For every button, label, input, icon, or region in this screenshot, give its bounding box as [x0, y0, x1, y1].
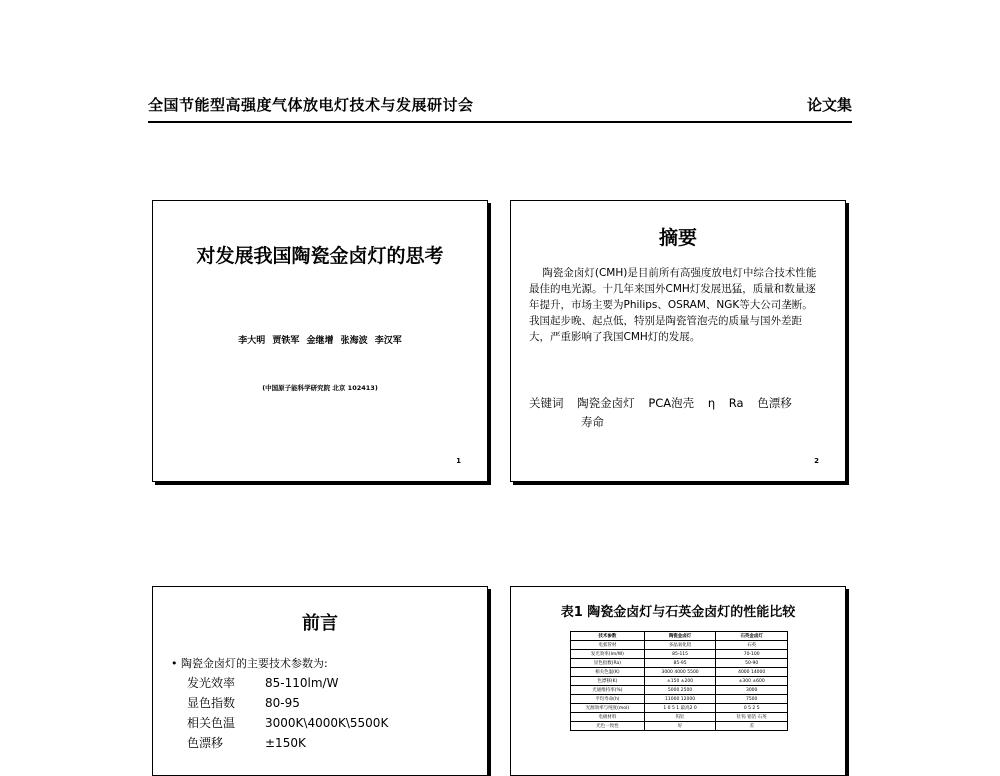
- parameter-value: ±150K: [265, 736, 306, 750]
- keyword: Ra: [728, 396, 744, 410]
- page-header: [148, 94, 852, 122]
- table-cell: 光通维持率(%): [571, 686, 645, 695]
- collection-label: 论文集: [806, 96, 852, 114]
- table-cell: 3000 4000 5500: [644, 668, 716, 677]
- keyword: 陶瓷金卤灯: [577, 396, 635, 410]
- slide-title-page: [152, 200, 488, 482]
- column-header: 陶瓷金卤灯: [644, 632, 716, 641]
- performance-comparison-table: [570, 631, 788, 731]
- abstract-heading: 摘要: [658, 227, 697, 249]
- slide-number: 1: [456, 457, 461, 465]
- table-cell: 7500: [716, 695, 788, 704]
- parameter-list: [187, 673, 388, 753]
- table-cell: 平均寿命(h): [571, 695, 645, 704]
- table-cell: 电弧管材: [571, 641, 645, 650]
- introduction-heading: 前言: [302, 613, 338, 634]
- column-header: 技术参数: [571, 632, 645, 641]
- bullet-item: • 陶瓷金卤灯的主要技术参数为:: [171, 657, 328, 670]
- keyword: 寿命: [581, 415, 604, 429]
- table-row: [571, 677, 788, 686]
- parameter-row: [187, 673, 388, 693]
- slide-comparison-table: [510, 586, 846, 776]
- abstract-body: [529, 265, 819, 345]
- parameter-label: 发光效率: [187, 676, 236, 690]
- abstract-text: 陶瓷金卤灯(CMH)是目前所有高强度放电灯中综合技术性能最佳的电光源。十几年来国外CMH灯发展迅猛，质量和数量逐年提升，市场主要为Philips、OSRAM、NGK等大公司垄断。我国起步晚、起点低，特别是陶瓷管泡壳的质量与国外差距大，严重影响了我国CMH灯的发展。: [529, 267, 817, 343]
- parameter-value: 3000K\4000K\5500K: [265, 716, 389, 730]
- column-header: 石英金卤灯: [716, 632, 788, 641]
- table-cell: 光色一致性: [571, 722, 645, 731]
- table-row: [571, 695, 788, 704]
- parameter-label: 色漂移: [187, 736, 224, 750]
- table-cell: 4000 14000: [716, 668, 788, 677]
- table-cell: ±150 ±200: [644, 677, 716, 686]
- parameter-value: 85-110lm/W: [265, 676, 339, 690]
- parameter-label: 显色指数: [187, 696, 236, 710]
- keyword: PCA泡壳: [648, 396, 695, 410]
- header-divider: [148, 121, 852, 123]
- table-cell: 50-90: [716, 659, 788, 668]
- table-row: [571, 704, 788, 713]
- table-cell: 0 5 2 5: [716, 704, 788, 713]
- parameter-label: 相关色温: [187, 716, 236, 730]
- table-row: [571, 713, 788, 722]
- table-row: [571, 650, 788, 659]
- parameter-row: [187, 713, 388, 733]
- table-cell: 相关色温(K): [571, 668, 645, 677]
- table-cell: 钍钨 钼箔 石英: [716, 713, 788, 722]
- author-affiliation: (中国原子能科学研究院 北京 102413): [262, 384, 378, 392]
- table-cell: 显色指数(Ra): [571, 659, 645, 668]
- table-row: [571, 641, 788, 650]
- keyword: η: [707, 396, 716, 410]
- conference-title: 全国节能型高强度气体放电灯技术与发展研讨会: [148, 96, 474, 114]
- table-caption: 表1 陶瓷金卤灯与石英金卤灯的性能比较: [560, 605, 796, 620]
- table-cell: 85-115: [644, 650, 716, 659]
- table-cell: 钨钍: [644, 713, 716, 722]
- table-cell: 11000 12000: [644, 695, 716, 704]
- table-header-row: [571, 632, 788, 641]
- table-row: [571, 722, 788, 731]
- author-list: 李大明 贾铁军 金继增 张海波 李汉军: [238, 336, 402, 346]
- slide-abstract: [510, 200, 846, 482]
- table-cell: ±300 ±600: [716, 677, 788, 686]
- table-cell: 3000: [716, 686, 788, 695]
- table-cell: 1 0 5 1 最高2 0: [644, 704, 716, 713]
- table-cell: 好: [644, 722, 716, 731]
- table-row: [571, 686, 788, 695]
- table-cell: 光源效率与纯度(mol): [571, 704, 645, 713]
- table-cell: 5000 2500: [644, 686, 716, 695]
- table-cell: 电极材料: [571, 713, 645, 722]
- table-cell: 85-95: [644, 659, 716, 668]
- slide-number: 2: [814, 457, 819, 465]
- table-cell: 差: [716, 722, 788, 731]
- paper-title: 对发展我国陶瓷金卤灯的思考: [196, 245, 444, 267]
- intro-text: 陶瓷金卤灯的主要技术参数为:: [181, 657, 328, 670]
- table-cell: 色漂移(K): [571, 677, 645, 686]
- slide-introduction: [152, 586, 488, 776]
- keywords-label: 关键词: [529, 396, 564, 410]
- table-row: [571, 668, 788, 677]
- keyword: 色漂移: [757, 396, 792, 410]
- table-cell: 多晶氧化铝: [644, 641, 716, 650]
- parameter-value: 80-95: [265, 696, 300, 710]
- table-cell: 石英: [716, 641, 788, 650]
- parameter-row: [187, 693, 388, 713]
- table-cell: 发光效率(lm/W): [571, 650, 645, 659]
- parameter-row: [187, 733, 388, 753]
- table-row: [571, 659, 788, 668]
- keywords-block: [529, 394, 792, 432]
- table-cell: 70-100: [716, 650, 788, 659]
